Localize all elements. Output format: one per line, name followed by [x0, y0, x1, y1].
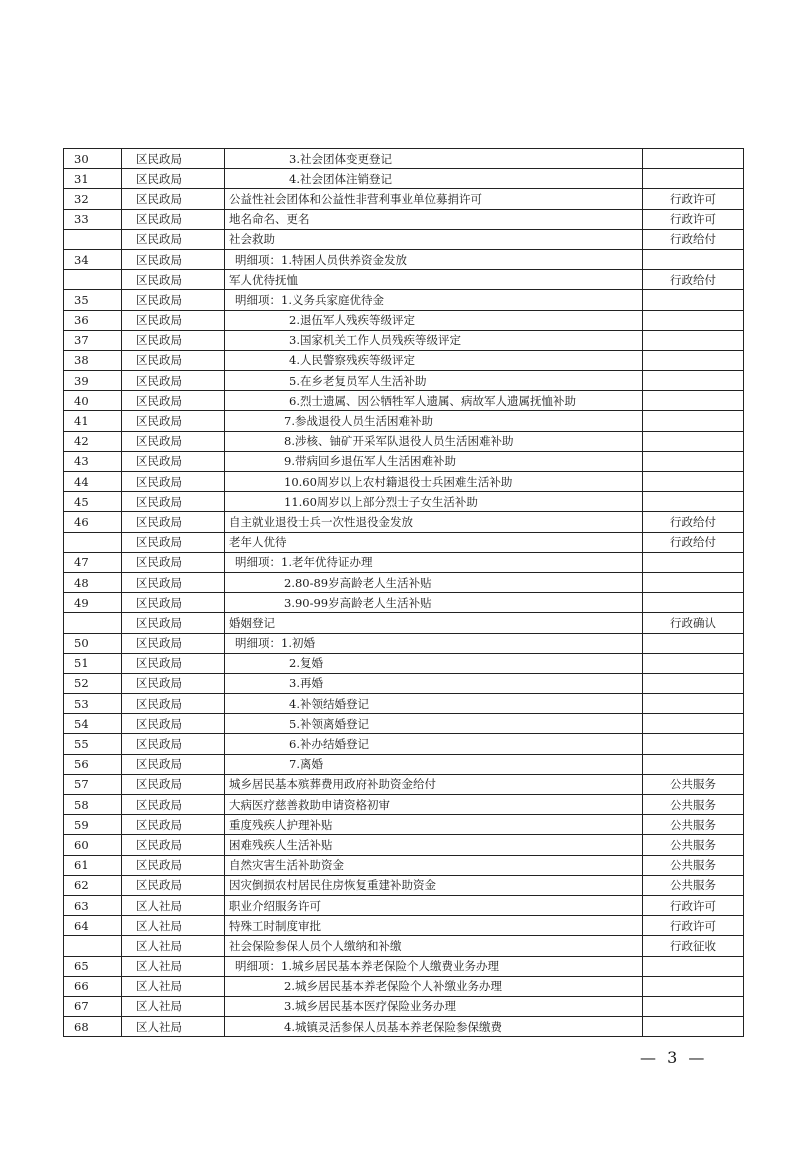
service-item: 军人优待抚恤	[225, 270, 643, 290]
table-row	[64, 572, 744, 592]
table-row	[64, 996, 744, 1016]
row-number: 45	[64, 492, 122, 512]
category: 公共服务	[643, 855, 744, 875]
table-row	[64, 694, 744, 714]
category	[643, 330, 744, 350]
table-row	[64, 855, 744, 875]
table-row	[64, 229, 744, 249]
table-row	[64, 169, 744, 189]
service-item: 8.涉核、铀矿开采军队退役人员生活困难补助	[225, 431, 643, 451]
table-row	[64, 431, 744, 451]
service-item: 11.60周岁以上部分烈士子女生活补助	[225, 492, 643, 512]
department: 区民政局	[122, 169, 225, 189]
category	[643, 391, 744, 411]
table-row	[64, 391, 744, 411]
row-number	[64, 936, 122, 956]
row-number: 49	[64, 593, 122, 613]
category: 行政征收	[643, 936, 744, 956]
department: 区人社局	[122, 996, 225, 1016]
category	[643, 694, 744, 714]
page-number: — 3 —	[640, 1048, 708, 1067]
service-item: 4.城镇灵活参保人员基本养老保险参保缴费	[225, 1017, 643, 1037]
row-number: 32	[64, 189, 122, 209]
category: 行政确认	[643, 613, 744, 633]
department: 区民政局	[122, 149, 225, 169]
row-number: 44	[64, 472, 122, 492]
category	[643, 472, 744, 492]
category	[643, 149, 744, 169]
department: 区民政局	[122, 815, 225, 835]
category	[643, 411, 744, 431]
service-item: 城乡居民基本殡葬费用政府补助资金给付	[225, 774, 643, 794]
category	[643, 754, 744, 774]
table-row	[64, 976, 744, 996]
table-body	[64, 149, 744, 1037]
department: 区民政局	[122, 512, 225, 532]
department: 区民政局	[122, 411, 225, 431]
service-item: 因灾倒损农村居民住房恢复重建补助资金	[225, 875, 643, 895]
category	[643, 310, 744, 330]
category	[643, 169, 744, 189]
table-row	[64, 149, 744, 169]
table-row	[64, 754, 744, 774]
row-number: 66	[64, 976, 122, 996]
department: 区民政局	[122, 795, 225, 815]
category: 公共服务	[643, 835, 744, 855]
category	[643, 572, 744, 592]
service-item: 自然灾害生活补助资金	[225, 855, 643, 875]
category	[643, 431, 744, 451]
service-item: 2.退伍军人残疾等级评定	[225, 310, 643, 330]
service-item: 公益性社会团体和公益性非营利事业单位募捐许可	[225, 189, 643, 209]
department: 区民政局	[122, 774, 225, 794]
category	[643, 714, 744, 734]
category	[643, 734, 744, 754]
department: 区民政局	[122, 249, 225, 269]
department: 区民政局	[122, 472, 225, 492]
category	[643, 653, 744, 673]
category	[643, 633, 744, 653]
service-item: 明细项：1.特困人员供养资金发放	[225, 249, 643, 269]
row-number: 51	[64, 653, 122, 673]
department: 区民政局	[122, 694, 225, 714]
service-item: 明细项：1.老年优待证办理	[225, 552, 643, 572]
department: 区民政局	[122, 633, 225, 653]
table-row	[64, 653, 744, 673]
category	[643, 1017, 744, 1037]
table-row	[64, 795, 744, 815]
department: 区民政局	[122, 451, 225, 471]
service-item: 明细项：1.城乡居民基本养老保险个人缴费业务办理	[225, 956, 643, 976]
category	[643, 290, 744, 310]
row-number: 39	[64, 371, 122, 391]
table-row	[64, 714, 744, 734]
row-number: 62	[64, 875, 122, 895]
table-row	[64, 552, 744, 572]
category	[643, 350, 744, 370]
row-number: 30	[64, 149, 122, 169]
table-row	[64, 774, 744, 794]
row-number: 58	[64, 795, 122, 815]
category	[643, 673, 744, 693]
service-item: 3.国家机关工作人员残疾等级评定	[225, 330, 643, 350]
row-number: 63	[64, 895, 122, 915]
category: 行政许可	[643, 916, 744, 936]
row-number	[64, 229, 122, 249]
service-item: 4.社会团体注销登记	[225, 169, 643, 189]
row-number: 31	[64, 169, 122, 189]
table-row	[64, 532, 744, 552]
row-number: 60	[64, 835, 122, 855]
table-row	[64, 310, 744, 330]
department: 区人社局	[122, 1017, 225, 1037]
table-row	[64, 330, 744, 350]
table-row	[64, 512, 744, 532]
category	[643, 552, 744, 572]
table-row	[64, 492, 744, 512]
service-item: 2.城乡居民基本养老保险个人补缴业务办理	[225, 976, 643, 996]
row-number: 64	[64, 916, 122, 936]
row-number: 46	[64, 512, 122, 532]
table-row	[64, 895, 744, 915]
department: 区民政局	[122, 714, 225, 734]
table-row	[64, 451, 744, 471]
department: 区民政局	[122, 673, 225, 693]
row-number: 38	[64, 350, 122, 370]
row-number: 40	[64, 391, 122, 411]
row-number: 65	[64, 956, 122, 976]
table-row	[64, 916, 744, 936]
row-number: 35	[64, 290, 122, 310]
category: 公共服务	[643, 795, 744, 815]
row-number: 59	[64, 815, 122, 835]
row-number	[64, 532, 122, 552]
department: 区民政局	[122, 330, 225, 350]
row-number: 37	[64, 330, 122, 350]
department: 区民政局	[122, 310, 225, 330]
department: 区民政局	[122, 350, 225, 370]
department: 区民政局	[122, 855, 225, 875]
department: 区人社局	[122, 976, 225, 996]
category: 行政许可	[643, 189, 744, 209]
service-item: 7.参战退役人员生活困难补助	[225, 411, 643, 431]
service-item: 2.复婚	[225, 653, 643, 673]
department: 区民政局	[122, 653, 225, 673]
row-number: 56	[64, 754, 122, 774]
row-number: 42	[64, 431, 122, 451]
table-row	[64, 875, 744, 895]
row-number: 48	[64, 572, 122, 592]
table-row	[64, 956, 744, 976]
service-item: 6.烈士遗属、因公牺牲军人遗属、病故军人遗属抚恤补助	[225, 391, 643, 411]
department: 区民政局	[122, 431, 225, 451]
department: 区民政局	[122, 371, 225, 391]
department: 区民政局	[122, 613, 225, 633]
category: 行政许可	[643, 895, 744, 915]
category: 行政给付	[643, 512, 744, 532]
category	[643, 371, 744, 391]
department: 区民政局	[122, 835, 225, 855]
table-row	[64, 411, 744, 431]
department: 区民政局	[122, 290, 225, 310]
table-row	[64, 593, 744, 613]
row-number: 50	[64, 633, 122, 653]
table-row	[64, 936, 744, 956]
service-item: 3.城乡居民基本医疗保险业务办理	[225, 996, 643, 1016]
row-number: 43	[64, 451, 122, 471]
row-number: 61	[64, 855, 122, 875]
table-row	[64, 350, 744, 370]
department: 区人社局	[122, 956, 225, 976]
category	[643, 249, 744, 269]
department: 区民政局	[122, 734, 225, 754]
row-number: 33	[64, 209, 122, 229]
table-row	[64, 472, 744, 492]
service-item: 3.90-99岁高龄老人生活补贴	[225, 593, 643, 613]
category	[643, 492, 744, 512]
department: 区民政局	[122, 270, 225, 290]
service-item: 重度残疾人护理补贴	[225, 815, 643, 835]
service-item: 婚姻登记	[225, 613, 643, 633]
department: 区民政局	[122, 492, 225, 512]
service-item: 2.80-89岁高龄老人生活补贴	[225, 572, 643, 592]
row-number: 55	[64, 734, 122, 754]
department: 区民政局	[122, 572, 225, 592]
department: 区民政局	[122, 209, 225, 229]
category: 公共服务	[643, 774, 744, 794]
table-row	[64, 249, 744, 269]
category: 行政许可	[643, 209, 744, 229]
service-item: 3.再婚	[225, 673, 643, 693]
service-item: 6.补办结婚登记	[225, 734, 643, 754]
service-item: 4.人民警察残疾等级评定	[225, 350, 643, 370]
category: 公共服务	[643, 875, 744, 895]
service-list-table	[63, 148, 744, 1037]
department: 区人社局	[122, 916, 225, 936]
row-number	[64, 613, 122, 633]
service-item: 3.社会团体变更登记	[225, 149, 643, 169]
service-item: 自主就业退役士兵一次性退役金发放	[225, 512, 643, 532]
category: 公共服务	[643, 815, 744, 835]
row-number: 41	[64, 411, 122, 431]
service-item: 5.在乡老复员军人生活补助	[225, 371, 643, 391]
table-row	[64, 189, 744, 209]
service-item: 明细项：1.初婚	[225, 633, 643, 653]
row-number: 53	[64, 694, 122, 714]
department: 区人社局	[122, 936, 225, 956]
row-number: 67	[64, 996, 122, 1016]
row-number: 54	[64, 714, 122, 734]
category: 行政给付	[643, 229, 744, 249]
service-item: 明细项：1.义务兵家庭优待金	[225, 290, 643, 310]
category: 行政给付	[643, 532, 744, 552]
service-item: 特殊工时制度审批	[225, 916, 643, 936]
table-row	[64, 270, 744, 290]
department: 区人社局	[122, 895, 225, 915]
category	[643, 593, 744, 613]
service-item: 5.补领离婚登记	[225, 714, 643, 734]
category	[643, 976, 744, 996]
service-item: 困难残疾人生活补贴	[225, 835, 643, 855]
table-row	[64, 815, 744, 835]
table-row	[64, 734, 744, 754]
service-item: 社会救助	[225, 229, 643, 249]
table-row	[64, 673, 744, 693]
row-number	[64, 270, 122, 290]
service-item: 7.离婚	[225, 754, 643, 774]
table-row	[64, 371, 744, 391]
category	[643, 956, 744, 976]
department: 区民政局	[122, 229, 225, 249]
service-item: 4.补领结婚登记	[225, 694, 643, 714]
row-number: 47	[64, 552, 122, 572]
category: 行政给付	[643, 270, 744, 290]
table-row	[64, 613, 744, 633]
row-number: 52	[64, 673, 122, 693]
row-number: 34	[64, 249, 122, 269]
row-number: 36	[64, 310, 122, 330]
service-item: 地名命名、更名	[225, 209, 643, 229]
department: 区民政局	[122, 593, 225, 613]
table-row	[64, 290, 744, 310]
department: 区民政局	[122, 754, 225, 774]
department: 区民政局	[122, 552, 225, 572]
category	[643, 451, 744, 471]
service-item: 社会保险参保人员个人缴纳和补缴	[225, 936, 643, 956]
table-row	[64, 1017, 744, 1037]
table-row	[64, 835, 744, 855]
table-row	[64, 633, 744, 653]
row-number: 68	[64, 1017, 122, 1037]
category	[643, 996, 744, 1016]
service-item: 老年人优待	[225, 532, 643, 552]
service-item: 9.带病回乡退伍军人生活困难补助	[225, 451, 643, 471]
row-number: 57	[64, 774, 122, 794]
department: 区民政局	[122, 189, 225, 209]
department: 区民政局	[122, 875, 225, 895]
service-item: 大病医疗慈善救助申请资格初审	[225, 795, 643, 815]
department: 区民政局	[122, 532, 225, 552]
service-item: 10.60周岁以上农村籍退役士兵困难生活补助	[225, 472, 643, 492]
department: 区民政局	[122, 391, 225, 411]
table-row	[64, 209, 744, 229]
service-item: 职业介绍服务许可	[225, 895, 643, 915]
